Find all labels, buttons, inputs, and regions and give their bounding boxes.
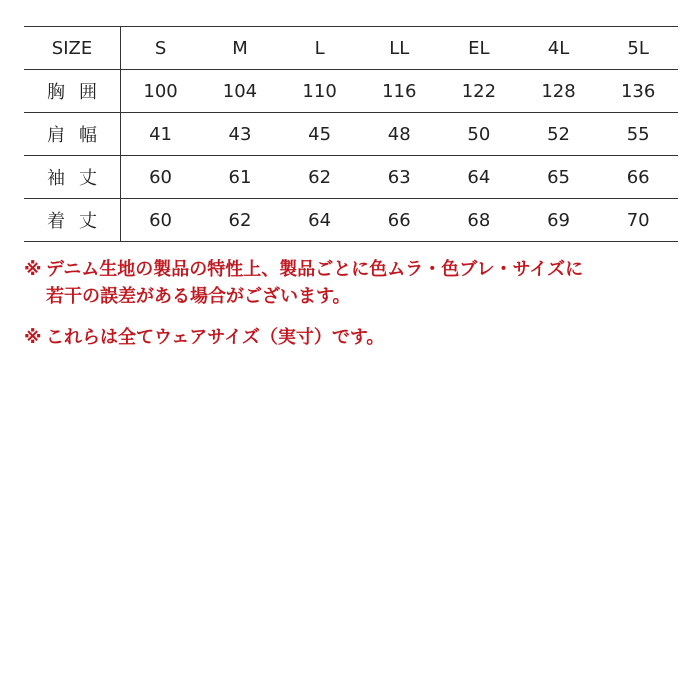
actual-size-note	[24, 324, 684, 351]
table-cell: 104	[200, 70, 280, 113]
size-5l-header: 5L	[598, 27, 678, 70]
sleeve-label: 袖丈	[24, 156, 121, 199]
table-cell: 128	[519, 70, 599, 113]
size-header-label: SIZE	[24, 27, 121, 70]
table-cell: 61	[200, 156, 280, 199]
table-cell: 41	[121, 113, 201, 156]
table-cell: 100	[121, 70, 201, 113]
length-label: 着丈	[24, 199, 121, 242]
table-cell: 66	[598, 156, 678, 199]
table-cell: 110	[280, 70, 360, 113]
table-cell: 116	[359, 70, 439, 113]
size-s-header: S	[121, 27, 201, 70]
size-chart-table	[24, 26, 678, 242]
table-cell: 52	[519, 113, 599, 156]
size-m-header: M	[200, 27, 280, 70]
table-cell: 64	[439, 156, 519, 199]
size-el-header: EL	[439, 27, 519, 70]
size-header-row	[24, 27, 678, 70]
table-cell: 62	[200, 199, 280, 242]
table-cell: 70	[598, 199, 678, 242]
table-cell: 65	[519, 156, 599, 199]
table-cell: 68	[439, 199, 519, 242]
table-cell: 136	[598, 70, 678, 113]
table-cell: 63	[359, 156, 439, 199]
note-mark: ※	[24, 327, 42, 348]
note-text-line2: 若干の誤差がある場合がございます。	[46, 286, 351, 307]
note-text: これらは全てウェアサイズ（実寸）です。	[46, 327, 385, 348]
table-cell: 60	[121, 156, 201, 199]
table-cell: 45	[280, 113, 360, 156]
fabric-variance-note	[24, 256, 684, 310]
table-cell: 60	[121, 199, 201, 242]
table-cell: 122	[439, 70, 519, 113]
size-ll-header: LL	[359, 27, 439, 70]
table-cell: 50	[439, 113, 519, 156]
notes-section	[24, 256, 684, 351]
size-l-header: L	[280, 27, 360, 70]
length-row	[24, 199, 678, 242]
note-text-line1: デニム生地の製品の特性上、製品ごとに色ムラ・色ブレ・サイズに	[46, 259, 584, 280]
chest-label: 胸囲	[24, 70, 121, 113]
sleeve-row	[24, 156, 678, 199]
table-cell: 66	[359, 199, 439, 242]
table-cell: 62	[280, 156, 360, 199]
table-cell: 64	[280, 199, 360, 242]
table-cell: 48	[359, 113, 439, 156]
shoulder-row	[24, 113, 678, 156]
table-cell: 43	[200, 113, 280, 156]
table-cell: 55	[598, 113, 678, 156]
shoulder-label: 肩幅	[24, 113, 121, 156]
table-cell: 69	[519, 199, 599, 242]
chest-row	[24, 70, 678, 113]
size-4l-header: 4L	[519, 27, 599, 70]
note-mark: ※	[24, 259, 42, 280]
